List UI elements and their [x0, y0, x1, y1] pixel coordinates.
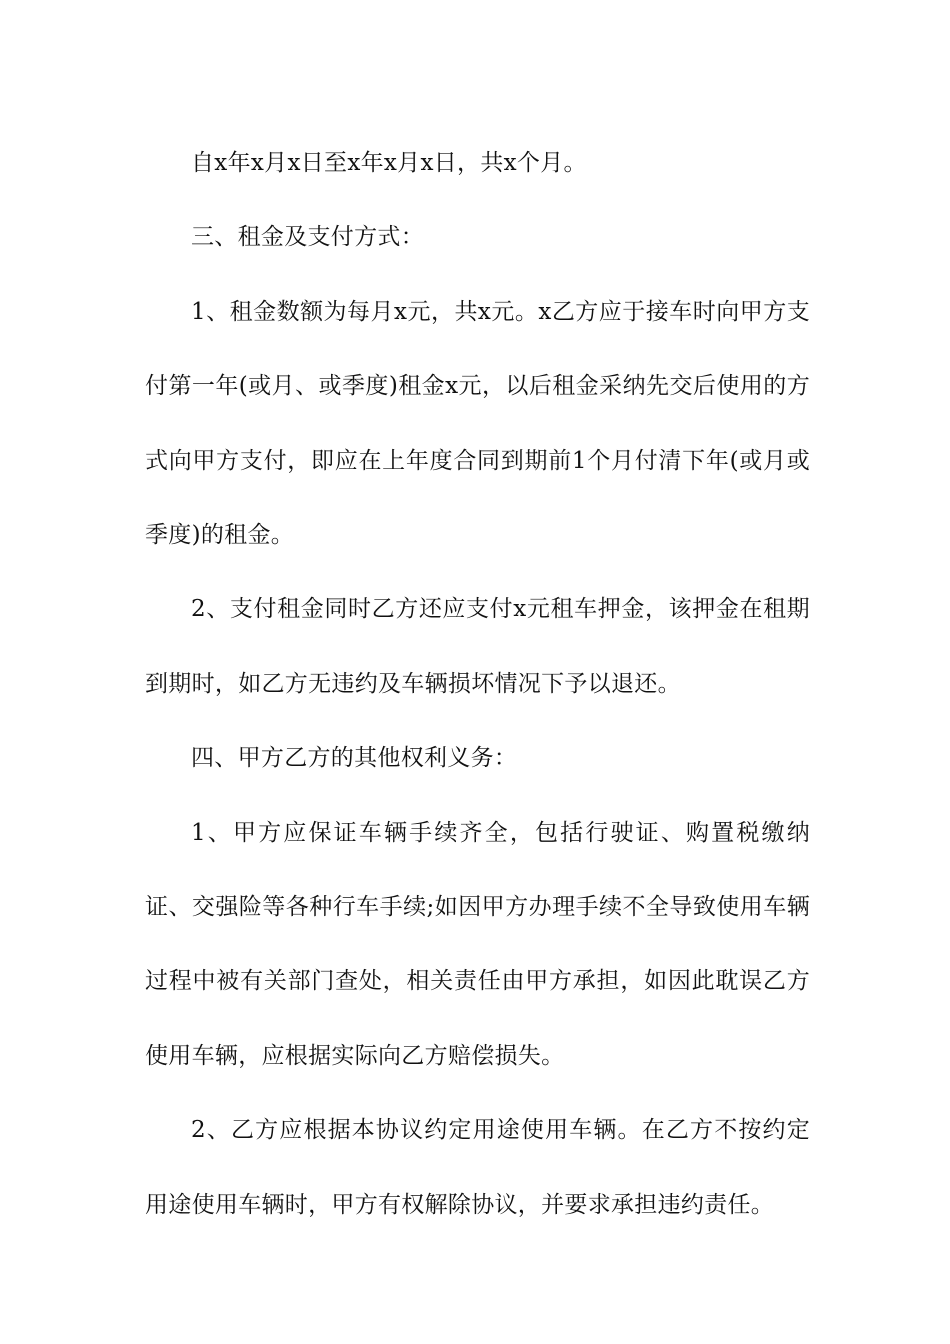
section-heading-rights-obligations: 四、甲方乙方的其他权利义务： [191, 745, 518, 772]
lessor-documents-clause: 1、甲方应保证车辆手续齐全，包括行驶证、购置税缴纳证、交强险等各种行车手续;如因甲方办理手续不全导致使用车辆过程中被有关部门查处，相关责任由甲方承担，如因此耽误乙方使用车辆，应根据实际向乙方赔偿损失。 [145, 819, 810, 1069]
rental-period-paragraph: 自x年x月x日至x年x月x日，共x个月。 [191, 150, 587, 176]
rent-amount-clause: 1、租金数额为每月x元，共x元。x乙方应于接车时向甲方支付第一年(或月、或季度)租金x元，以后租金采纳先交后使用的方式向甲方支付，即应在上年度合同到期前1个月付清下年(或月或季度)的租金。 [145, 298, 810, 549]
document-body [145, 126, 810, 1242]
section-heading-rent-payment: 三、租金及支付方式： [191, 224, 424, 251]
deposit-clause: 2、支付租金同时乙方还应支付x元租车押金，该押金在租期到期时，如乙方无违约及车辆损坏情况下予以退还。 [145, 596, 810, 697]
lessee-usage-clause: 2、乙方应根据本协议约定用途使用车辆。在乙方不按约定用途使用车辆时，甲方有权解除协议，并要求承担违约责任。 [145, 1117, 810, 1218]
